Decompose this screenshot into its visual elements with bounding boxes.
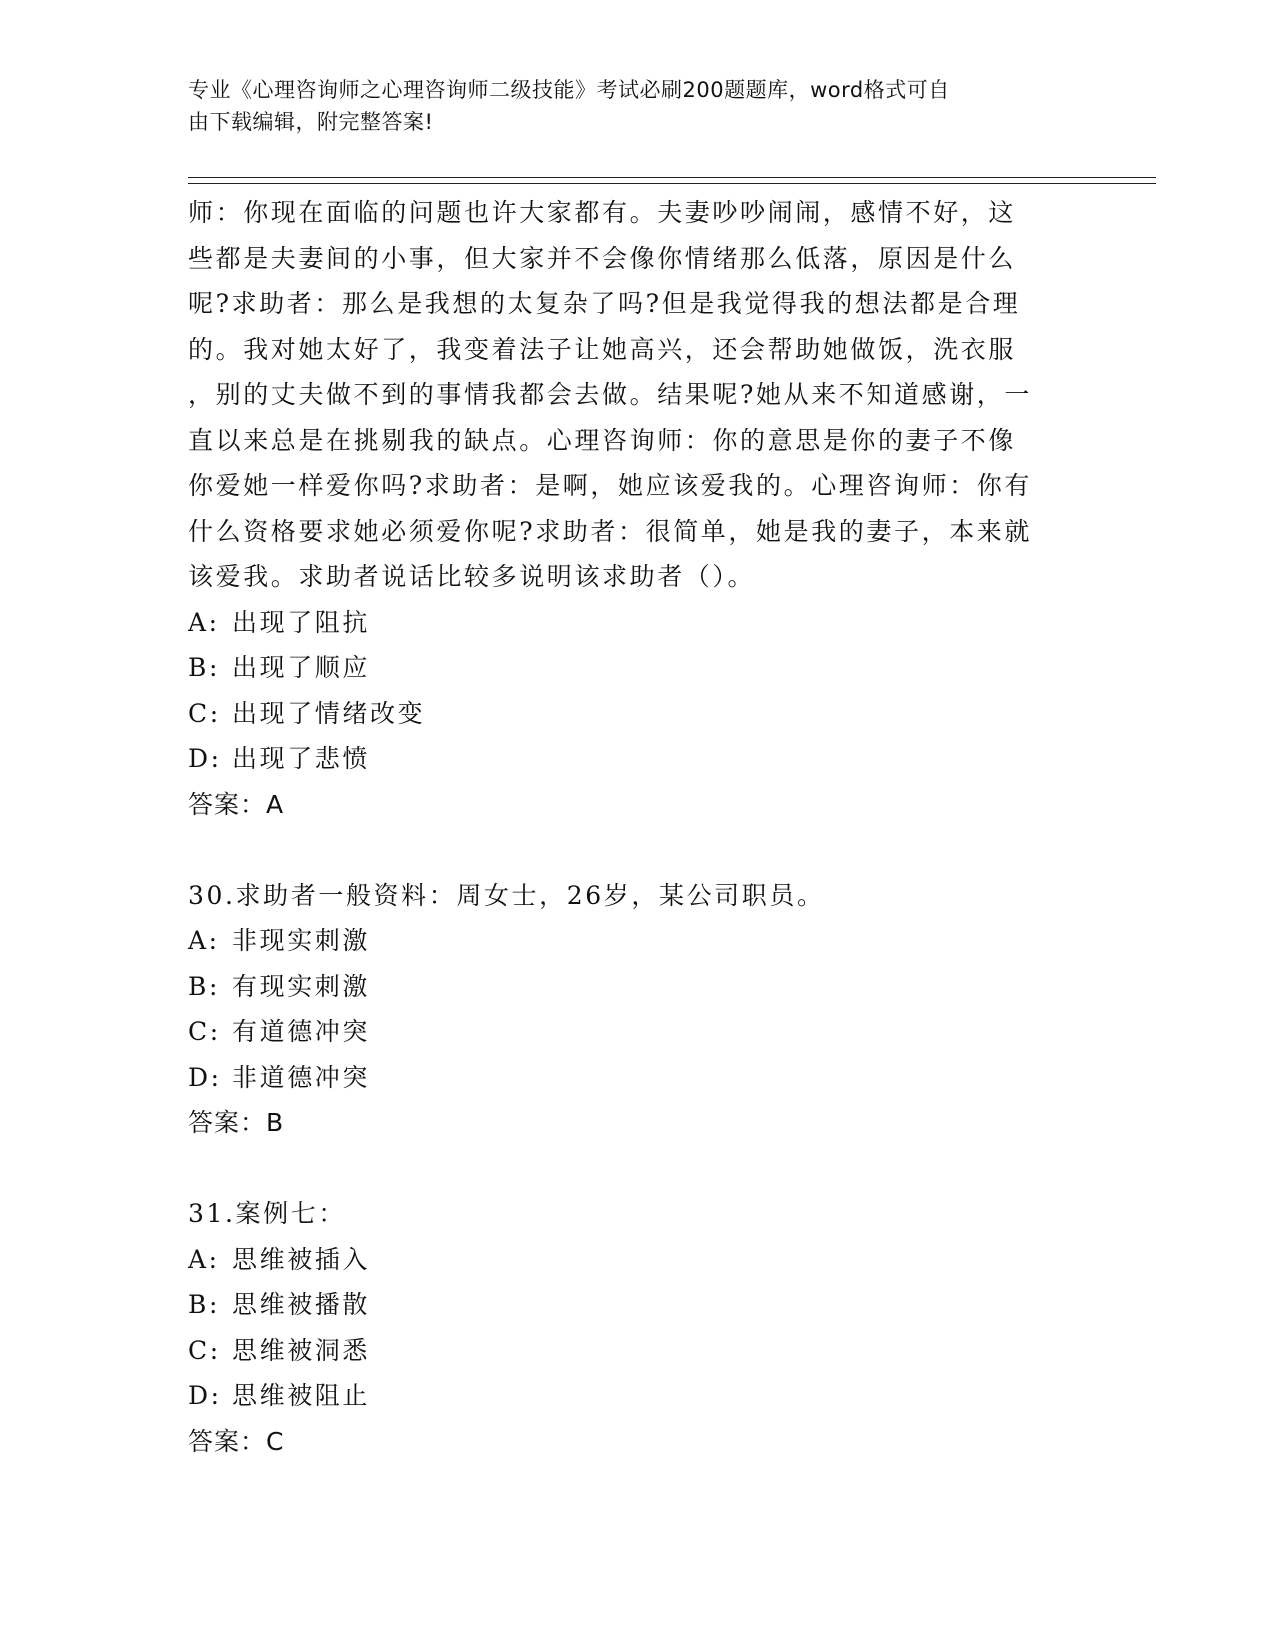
option-letter: D: bbox=[188, 744, 222, 773]
header-divider-top bbox=[188, 177, 1156, 178]
option-a bbox=[188, 918, 1078, 964]
option-letter: B: bbox=[188, 971, 220, 1001]
option-c bbox=[188, 1328, 1078, 1374]
option-text: 思维被播散 bbox=[232, 1290, 371, 1319]
option-text: 出现了情绪改变 bbox=[232, 698, 426, 728]
option-text: 思维被阻止 bbox=[232, 1381, 371, 1410]
option-letter: C: bbox=[188, 698, 221, 728]
option-b bbox=[188, 964, 1078, 1010]
option-letter: D: bbox=[188, 1062, 222, 1092]
option-text: 有现实刺激 bbox=[232, 971, 371, 1001]
option-letter: B: bbox=[188, 653, 220, 682]
option-letter: A: bbox=[188, 1244, 220, 1274]
answer-line: 答案：A bbox=[188, 789, 285, 819]
passage-line: 该爱我。求助者说话比较多说明该求助者（）。 bbox=[188, 562, 756, 591]
option-text: 出现了顺应 bbox=[232, 653, 371, 682]
passage-line: 些都是夫妻间的小事，但大家并不会像你情绪那么低落，原因是什么 bbox=[188, 243, 1017, 273]
answer-line: 答案：B bbox=[188, 1108, 285, 1137]
option-text: 非道德冲突 bbox=[232, 1062, 371, 1092]
option-text: 出现了阻抗 bbox=[232, 607, 371, 637]
option-text: 思维被洞悉 bbox=[232, 1335, 371, 1365]
passage-line: 直以来总是在挑剔我的缺点。心理咨询师：你的意思是你的妻子不像 bbox=[188, 425, 1017, 455]
passage-text bbox=[188, 190, 1078, 600]
option-letter: C: bbox=[188, 1335, 221, 1365]
option-d bbox=[188, 1055, 1078, 1101]
option-text: 思维被插入 bbox=[232, 1244, 371, 1274]
option-letter: C: bbox=[188, 1017, 221, 1046]
option-letter: A: bbox=[188, 926, 220, 955]
section-spacer bbox=[188, 1146, 1078, 1192]
option-letter: A: bbox=[188, 607, 220, 637]
option-b bbox=[188, 645, 1078, 691]
header-divider-bottom bbox=[188, 183, 1156, 184]
passage-line: ，别的丈夫做不到的事情我都会去做。结果呢?她从来不知道感谢，一 bbox=[188, 380, 1033, 409]
option-c bbox=[188, 1009, 1078, 1055]
question-30 bbox=[188, 873, 1078, 1146]
passage-line: 师：你现在面临的问题也许大家都有。夫妻吵吵闹闹，感情不好，这 bbox=[188, 198, 1017, 227]
question-31 bbox=[188, 1191, 1078, 1464]
passage-line: 呢?求助者：那么是我想的太复杂了吗?但是我觉得我的想法都是合理 bbox=[188, 289, 1021, 318]
option-a bbox=[188, 600, 1078, 646]
option-text: 出现了悲愤 bbox=[232, 744, 371, 773]
document-header bbox=[188, 74, 1068, 138]
question-29 bbox=[188, 190, 1078, 827]
option-b bbox=[188, 1282, 1078, 1328]
passage-line: 你爱她一样爱你吗?求助者：是啊，她应该爱我的。心理咨询师：你有 bbox=[188, 471, 1033, 500]
option-letter: B: bbox=[188, 1290, 220, 1319]
option-a bbox=[188, 1237, 1078, 1283]
header-line-2: 由下载编辑，附完整答案! bbox=[188, 110, 434, 134]
option-text: 有道德冲突 bbox=[232, 1017, 371, 1046]
question-title: 31.案例七： bbox=[188, 1199, 346, 1228]
passage-line: 的。我对她太好了，我变着法子让她高兴，还会帮助她做饭，洗衣服 bbox=[188, 334, 1017, 364]
option-d bbox=[188, 1373, 1078, 1419]
section-spacer bbox=[188, 827, 1078, 873]
option-d bbox=[188, 736, 1078, 782]
option-letter: D: bbox=[188, 1381, 222, 1410]
passage-line: 什么资格要求她必须爱你呢?求助者：很简单，她是我的妻子，本来就 bbox=[188, 516, 1033, 546]
question-title: 30.求助者一般资料：周女士，26岁，某公司职员。 bbox=[188, 880, 825, 910]
header-line-1: 专业《心理咨询师之心理咨询师二级技能》考试必刷200题题库，word格式可自 bbox=[188, 78, 950, 102]
answer-line: 答案：C bbox=[188, 1426, 285, 1456]
document-body bbox=[188, 190, 1078, 1464]
option-text: 非现实刺激 bbox=[232, 926, 371, 955]
option-c bbox=[188, 691, 1078, 737]
